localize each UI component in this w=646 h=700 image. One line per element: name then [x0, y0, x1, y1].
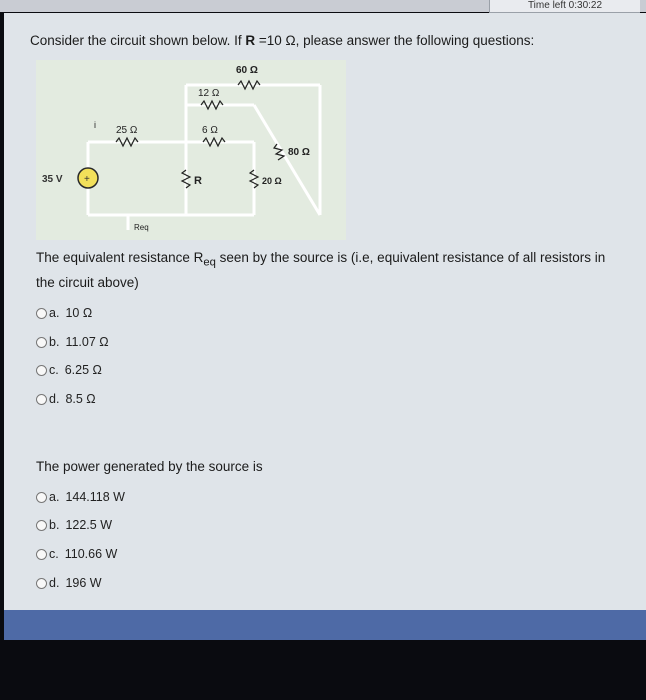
req-label: Req [134, 223, 149, 232]
resistor-60-icon [238, 81, 260, 89]
part-b-option-c[interactable]: c. 110.66 W [36, 547, 117, 561]
part-a-option-b[interactable]: b. 11.07 Ω [36, 335, 109, 349]
intro-prefix: Consider the circuit shown below. If [30, 33, 246, 48]
source-label: 35 V [42, 174, 63, 185]
r12-label: 12 Ω [198, 88, 220, 99]
part-a-option-d[interactable]: d. 8.5 Ω [36, 392, 96, 406]
intro-suffix: =10 Ω, please answer the following questions: [255, 33, 535, 48]
part-a-option-c[interactable]: c. 6.25 Ω [36, 363, 102, 377]
current-label: i [94, 120, 96, 130]
bottom-dark-area [0, 640, 646, 700]
resistor-6-icon [203, 138, 225, 146]
part-a-suffix: seen by the source is (i.e, equivalent resistance of all resistors in the circuit above) [36, 250, 606, 290]
part-a-question [36, 248, 606, 292]
part-b-option-a[interactable]: a. 144.118 W [36, 490, 125, 504]
radio-icon[interactable] [36, 520, 47, 531]
radio-icon[interactable] [36, 492, 47, 503]
circuit-svg [36, 60, 346, 240]
rR-label: R [194, 175, 202, 187]
bottom-band [4, 610, 646, 640]
circuit-diagram [36, 60, 346, 240]
part-b-option-b[interactable]: b. 122.5 W [36, 518, 112, 532]
resistor-R-icon [182, 170, 190, 188]
radio-icon[interactable] [36, 578, 47, 589]
r6-label: 6 Ω [202, 125, 218, 136]
radio-icon[interactable] [36, 365, 47, 376]
intro-var: R [245, 33, 256, 48]
radio-icon[interactable] [36, 549, 47, 560]
radio-icon[interactable] [36, 394, 47, 405]
part-b-option-d[interactable]: d. 196 W [36, 576, 102, 590]
part-b-question: The power generated by the source is [36, 459, 263, 474]
part-a-prefix: The equivalent resistance R [36, 250, 204, 265]
radio-icon[interactable] [36, 337, 47, 348]
r20-label: 20 Ω [262, 176, 282, 186]
resistor-20-icon [250, 170, 258, 188]
timer-box: Time left 0:30:22 [489, 0, 640, 13]
part-a-sub: eq [203, 256, 216, 269]
svg-text:+: + [84, 174, 90, 185]
question-intro [30, 33, 620, 48]
resistor-25-icon [116, 138, 138, 146]
radio-icon[interactable] [36, 308, 47, 319]
part-a-option-a[interactable]: a. 10 Ω [36, 306, 92, 320]
resistor-12-icon [201, 101, 223, 109]
r60-label: 60 Ω [236, 65, 258, 76]
r80-label: 80 Ω [288, 147, 310, 158]
r25-label: 25 Ω [116, 125, 138, 136]
